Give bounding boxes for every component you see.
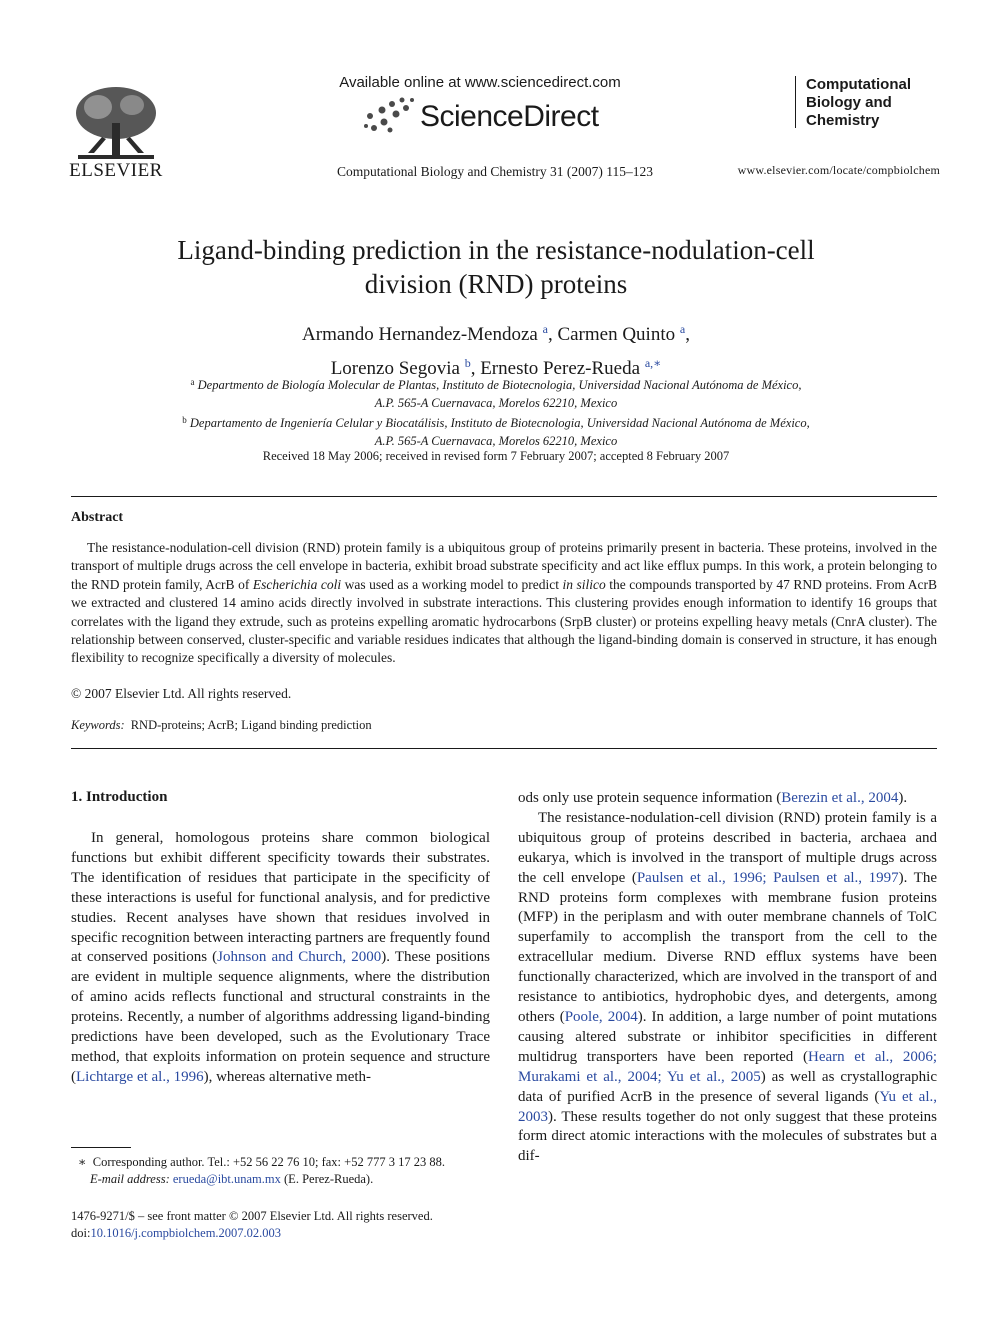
affiliation-mark[interactable]: a	[679, 322, 686, 336]
affiliation-letter: b	[182, 415, 187, 425]
email-label: E-mail address:	[90, 1172, 170, 1186]
sciencedirect-wordmark[interactable]: ScienceDirect	[420, 100, 599, 133]
author-separator: ,	[470, 358, 481, 379]
body-text: ). These results together do not only suggest that these proteins form direct atomic interactions with the molecules of substrates but a dif-	[518, 1108, 937, 1165]
right-column-text	[518, 789, 937, 1167]
affiliation-text: A.P. 565-A Cuernavaca, Morelos 62210, Mexico	[374, 395, 618, 410]
title-line: Ligand-binding prediction in the resistance-nodulation-cell	[177, 235, 815, 265]
citation-link[interactable]: Hearn et al., 2006; Murakami et al., 2004; Yu et al., 2005	[518, 1048, 937, 1085]
affiliation-mark[interactable]: a,∗	[644, 356, 662, 370]
author-separator: ,	[685, 324, 690, 345]
page-footer	[71, 1208, 491, 1242]
abstract-segment: The resistance-nodulation-cell division (RND) protein family is a ubiquitous group of proteins primarily present in bacteria. These proteins, involved in the transport of multiple drugs across the cell envelope in bacteria, exhibit broad substrate specificity and act like efflux pumps. In this work, a protein belonging to the RND protein family, AcrB of	[71, 540, 937, 592]
body-text: ), whereas alternative meth-	[203, 1068, 372, 1085]
author-name[interactable]: Armando Hernandez-Mendoza	[302, 324, 538, 345]
journal-name-line: Chemistry	[806, 112, 880, 129]
author-name[interactable]: Carmen Quinto	[557, 324, 676, 345]
abstract-text	[71, 539, 937, 668]
journal-citation: Computational Biology and Chemistry 31 (2007) 115–123	[337, 164, 653, 179]
citation-link[interactable]: Yu et al., 2003	[518, 1088, 937, 1125]
abstract-top-divider	[71, 496, 937, 497]
keywords-list: RND-proteins; AcrB; Ligand binding prediction	[130, 718, 372, 732]
body-text: ).	[898, 790, 908, 806]
abstract-heading: Abstract	[71, 510, 124, 525]
journal-name-line: Computational	[806, 76, 911, 93]
article-title	[120, 233, 872, 301]
affiliation-letter: a	[190, 377, 195, 387]
doi-label: doi:	[71, 1226, 91, 1240]
author-name[interactable]: Lorenzo Segovia	[330, 358, 460, 379]
body-text: The resistance-nodulation-cell division (RND) protein family is a ubiquitous group of proteins described in bacteria, archaea and eukarya, which is involved in the transport of multiple drugs across the cell envelope (	[518, 809, 937, 886]
abstract-segment: the compounds transported by 47 RND proteins. From AcrB we extracted and clustered 14 amino acids directly involved in substrate interactions. This clustering provides enough information to identify 16 groups that correlates with the ligand they extrude, such as proteins expelling aromatic hydrocarbons (SrpB cluster) or proteins expelling heavy metals (CnrA cluster). The relationship between conserved, cluster-specific and variable residues indicates that although the ligand-binding domain is conserved in structure, it has enough flexibility to recognize specifically a diversity of molecules.	[71, 576, 938, 666]
keywords	[71, 718, 372, 733]
received-dates: Received 18 May 2006; received in revised form 7 February 2007; accepted 8 February 2007	[262, 449, 730, 463]
footnote-text: Corresponding author. Tel.: +52 56 22 76 10; fax: +52 777 3 17 23 88.	[92, 1155, 445, 1169]
keywords-label: Keywords:	[71, 718, 125, 732]
author-list	[120, 315, 872, 383]
title-line: division (RND) proteins	[364, 269, 628, 299]
affiliations	[120, 374, 872, 450]
copyright-notice: © 2007 Elsevier Ltd. All rights reserved.	[71, 686, 292, 701]
citation-link[interactable]: Paulsen et al., 1996; Paulsen et al., 1997	[636, 869, 899, 886]
body-text: ). The RND proteins form complexes with membrane fusion proteins (MFP) in the periplasm and with outer membrane channels of TolC superfamily to accomplish the transport from the cell to the extracellular medium. Diverse RND efflux systems have been functionally characterized, which are involved in the transport of and resistance to antibiotics, hydrophobic dyes, and detergents, among others (	[518, 869, 937, 1025]
abstract-italic: Escherichia coli	[252, 576, 342, 592]
affiliation-text: Departmento de Biología Molecular de Plantas, Instituto de Biotecnologia, Universidad Nacional Autónoma de México,	[197, 378, 802, 392]
body-text: In general, homologous proteins share common biological functions but exhibit different specificity towards their substrates. The identification of residues that participate in the specificity of these interactions is useful for functional analysis, and for predictive studies. Recent analyses have shown that residues involved in specific recognition between interacting partners are frequently found at conserved positions (	[71, 830, 490, 966]
section-heading: 1. Introduction	[71, 789, 168, 805]
affiliation-mark[interactable]: b	[464, 356, 471, 370]
footnote-mark: ∗	[78, 1155, 87, 1169]
corresponding-author-footnote	[78, 1154, 498, 1188]
footnote-divider	[71, 1147, 131, 1148]
publisher-name: ELSEVIER	[69, 160, 163, 181]
journal-name-line: Biology and	[806, 94, 892, 111]
body-text: ods only use protein sequence information (	[518, 790, 782, 806]
body-text: ). In addition, a large number of point mutations causing altered substrate or inhibitor specificities in different multidrug transporters have been reported (	[518, 1008, 937, 1065]
citation-link[interactable]: Lichtarge et al., 1996	[76, 1068, 204, 1085]
citation-link[interactable]: Berezin et al., 2004	[781, 790, 899, 806]
author-name[interactable]: Ernesto Perez-Rueda	[480, 358, 641, 379]
issn-line: 1476-9271/$ – see front matter © 2007 Elsevier Ltd. All rights reserved.	[71, 1209, 433, 1223]
author-separator: ,	[547, 324, 558, 345]
citation-link[interactable]: Poole, 2004	[564, 1008, 638, 1025]
body-text: ). These positions are evident in multiple sequence alignments, where the distribution of amino acids reflects functional and structural constraints in the proteins. Recently, a number of algorithms addressing ligand-binding predictions have been developed, such as the Evolutionary Trace method, that exploits information on protein sequence and structure (	[71, 949, 490, 1085]
affiliation-text: A.P. 565-A Cuernavaca, Morelos 62210, Mexico	[374, 433, 618, 448]
affiliation-mark[interactable]: a	[542, 322, 548, 336]
journal-url[interactable]: www.elsevier.com/locate/compbiolchem	[737, 163, 940, 177]
sciencedirect-dots-icon	[362, 96, 418, 136]
body-text: ) as well as crystallographic data of purified AcrB in the presence of several ligands (	[518, 1068, 937, 1105]
doi-link[interactable]: 10.1016/j.compbiolchem.2007.02.003	[90, 1226, 282, 1240]
affiliation-text: Departamento de Ingeniería Celular y Biocatálisis, Instituto de Biotecnologia, Universidad Nacional Autónoma de México,	[189, 416, 810, 430]
abstract-italic: in silico	[562, 576, 606, 592]
left-column-text	[71, 829, 490, 1088]
available-online-text[interactable]: Available online at www.sciencedirect.com	[339, 74, 621, 91]
email-link[interactable]: erueda@ibt.unam.mx	[172, 1172, 281, 1186]
footnote-text: (E. Perez-Rueda).	[284, 1172, 374, 1186]
abstract-bottom-divider	[71, 748, 937, 749]
journal-name-block	[795, 76, 956, 128]
citation-link[interactable]: Johnson and Church, 2000	[217, 949, 382, 966]
abstract-segment: was used as a working model to predict	[341, 576, 563, 592]
